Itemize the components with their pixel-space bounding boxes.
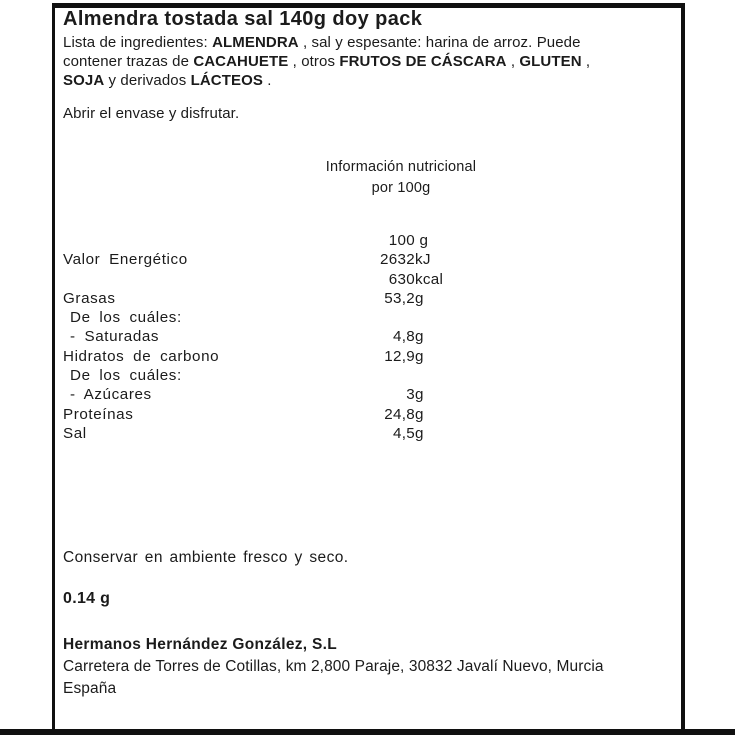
- nutrition-row: [63, 271, 668, 290]
- storage-note: Conservar en ambiente fresco y seco.: [63, 549, 349, 566]
- nutrient-label: Proteínas: [63, 405, 134, 423]
- nutrient-value: [343, 386, 424, 403]
- nutrient-amount: 2632: [380, 251, 415, 269]
- nutrient-unit: g: [415, 347, 424, 365]
- manufacturer-info: [63, 634, 604, 700]
- ingredients-segment: Lista de ingredientes:: [63, 34, 213, 51]
- nutrient-value: [343, 251, 431, 268]
- nutrient-amount: 24,8: [384, 405, 415, 423]
- ingredients-line: [63, 33, 590, 52]
- ingredients-segment: contener trazas de: [63, 53, 194, 70]
- nutrient-label: - Azúcares: [70, 386, 152, 404]
- nutrient-label: De los cuáles:: [70, 309, 182, 327]
- nutrition-row: [63, 348, 668, 367]
- nutrient-value: [343, 232, 428, 249]
- nutrient-label: Hidratos de carbono: [63, 347, 220, 365]
- nutrition-row: [63, 406, 668, 425]
- nutrient-label: - Saturadas: [70, 328, 160, 346]
- ingredients-segment: , otros: [288, 53, 340, 70]
- nutrition-row: [63, 367, 668, 386]
- nutrient-label: Valor Energético: [63, 251, 188, 269]
- nutrient-label: Grasas: [63, 289, 116, 307]
- nutrient-label: De los cuáles:: [70, 367, 182, 385]
- nutrient-amount: 12,9: [384, 347, 415, 365]
- nutrition-row: [63, 425, 668, 444]
- allergen-text: ALMENDRA: [212, 34, 299, 51]
- nutrient-unit: kcal: [415, 270, 444, 288]
- manufacturer-name: Hermanos Hernández González, S.L: [63, 636, 338, 653]
- nutrient-unit: kJ: [415, 251, 431, 269]
- nutrient-value: [343, 406, 424, 423]
- nutrition-row: [63, 290, 668, 309]
- nutrient-unit: g: [415, 232, 429, 249]
- nutrient-amount: 4,5: [392, 424, 415, 442]
- allergen-text: FRUTOS DE CÁSCARA: [339, 53, 507, 70]
- product-title: Almendra tostada sal 140g doy pack: [63, 8, 423, 30]
- nutrient-value: [343, 328, 424, 345]
- ingredients-line: [63, 71, 590, 90]
- ingredients-segment: .: [262, 72, 272, 89]
- nutrition-row: [63, 309, 668, 328]
- bottom-edge-bar: [0, 729, 735, 735]
- allergen-text: SOJA: [63, 72, 105, 89]
- nutrition-row: [63, 386, 668, 405]
- ingredients-segment: ,: [506, 53, 520, 70]
- nutrient-amount: 630: [388, 270, 415, 288]
- nutrient-amount: 100: [388, 232, 415, 249]
- nutrient-unit: g: [415, 386, 424, 404]
- nutrition-heading-line1: Información nutricional: [325, 159, 477, 175]
- nutrition-heading-line2: por 100g: [371, 180, 431, 196]
- nutrient-value: [343, 290, 424, 307]
- allergen-text: CACAHUETE: [193, 53, 289, 70]
- manufacturer-address: Carretera de Torres de Cotillas, km 2,800 Paraje, 30832 Javalí Nuevo, Murcia: [63, 658, 604, 675]
- nutrient-amount: 53,2: [384, 289, 415, 307]
- nutrition-table: [63, 232, 668, 444]
- ingredients-segment: , sal y espesante: harina de arroz. Puede: [298, 34, 581, 51]
- ingredients-line: [63, 52, 590, 71]
- nutrient-unit: g: [415, 328, 424, 346]
- nutrient-unit: g: [415, 405, 424, 423]
- ingredients-text: [63, 33, 590, 90]
- manufacturer-country: España: [63, 680, 117, 697]
- allergen-text: LÁCTEOS: [190, 72, 263, 89]
- label-border-box: [52, 3, 685, 730]
- nutrient-label: Sal: [63, 424, 87, 442]
- net-weight: 0.14 g: [63, 590, 111, 607]
- nutrient-value: [343, 271, 443, 288]
- nutrient-unit: g: [415, 289, 424, 307]
- ingredients-segment: y derivados: [104, 72, 191, 89]
- nutrient-unit: g: [415, 424, 424, 442]
- allergen-text: GLUTEN: [519, 53, 582, 70]
- nutrition-heading: [170, 157, 632, 199]
- nutrient-amount: 3: [406, 386, 415, 404]
- nutrition-row: [63, 251, 668, 270]
- ingredients-segment: ,: [581, 53, 591, 70]
- nutrient-value: [343, 425, 424, 442]
- nutrition-row: [63, 328, 668, 347]
- nutrient-value: [343, 348, 424, 365]
- usage-note: Abrir el envase y disfrutar.: [63, 105, 240, 122]
- nutrient-amount: 4,8: [392, 328, 415, 346]
- nutrition-row: [63, 232, 668, 251]
